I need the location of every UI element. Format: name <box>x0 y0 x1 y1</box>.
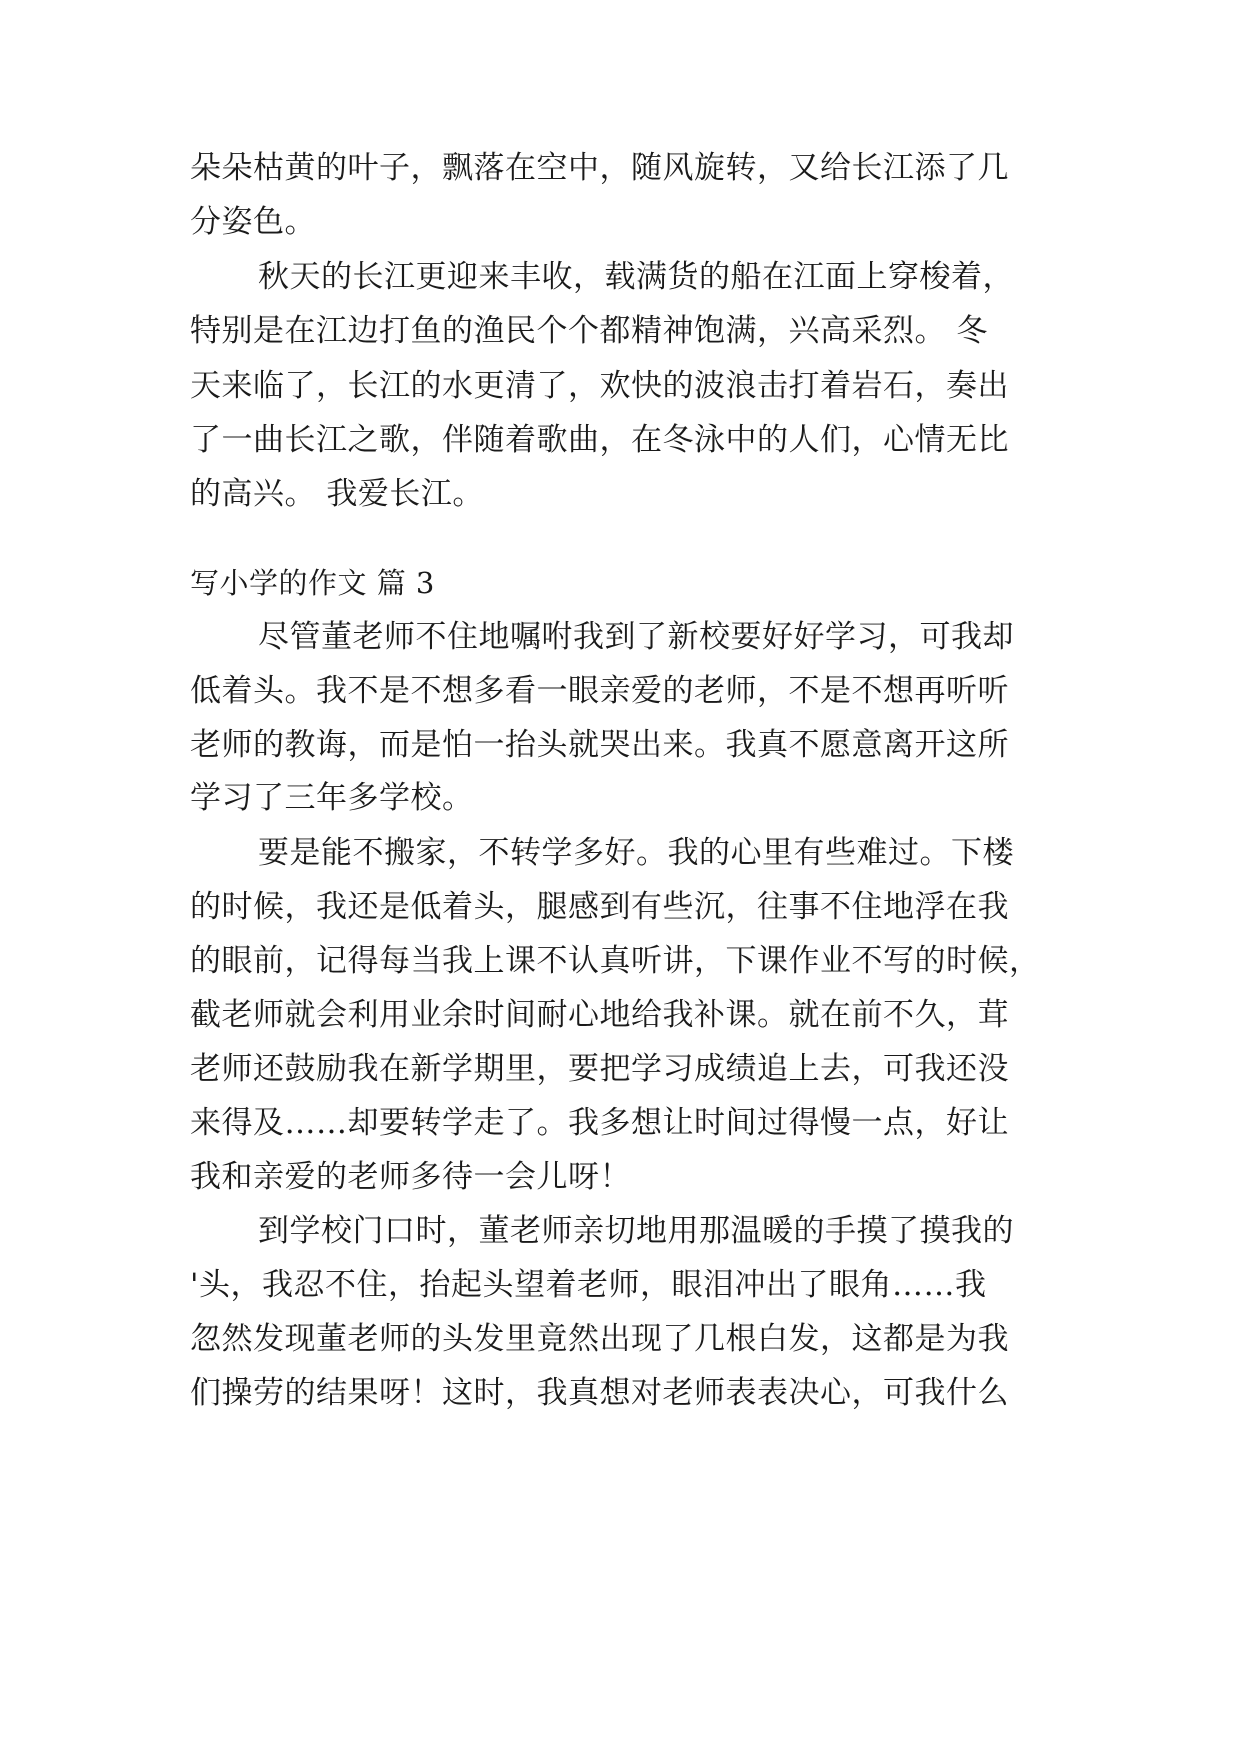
paragraph-start-line <box>68 257 1241 297</box>
line-text: 天来临了，长江的水更清了，欢快的波浪击打着岩石，奏出 <box>190 368 1009 404</box>
line-text: 忽然发现董老师的头发里竟然出现了几根白发，这都是为我 <box>190 1321 1009 1357</box>
text-line <box>0 671 1241 711</box>
text-line <box>0 474 1241 514</box>
text-line <box>0 1103 1241 1143</box>
line-text: 朵朵枯黄的叶子，飘落在空中，随风旋转，又给长江添了几 <box>190 150 1009 186</box>
text-line <box>0 778 1241 818</box>
text-line <box>0 202 1241 242</box>
paragraph-start-line <box>68 1211 1241 1251</box>
line-text: 分姿色。 <box>190 204 316 240</box>
line-text: 老师的教诲，而是怕一抬头就哭出来。我真不愿意离开这所 <box>190 727 1009 763</box>
text-line <box>0 887 1241 927</box>
text-line <box>0 1319 1241 1359</box>
text-line <box>0 311 1241 351</box>
line-text: 尽管董老师不住地嘱咐我到了新校要好好学习，可我却 <box>258 619 1014 655</box>
text-line <box>0 1373 1241 1413</box>
text-line <box>0 366 1241 406</box>
text-line <box>0 1049 1241 1089</box>
text-line <box>0 1265 1241 1305</box>
line-text: 到学校门口时，董老师亲切地用那温暖的手摸了摸我的 <box>258 1213 1014 1249</box>
line-text: 要是能不搬家，不转学多好。我的心里有些难过。下楼 <box>258 835 1014 871</box>
line-text: 的眼前，记得每当我上课不认真听讲，下课作业不写的时候， <box>190 943 1041 979</box>
paragraph-start-line <box>68 833 1241 873</box>
text-line <box>0 420 1241 460</box>
text-line <box>0 995 1241 1035</box>
section-heading <box>0 563 1241 603</box>
text-line <box>0 148 1241 188</box>
line-text: 秋天的长江更迎来丰收，载满货的船在江面上穿梭着， <box>258 259 1014 295</box>
text-line <box>0 1157 1241 1197</box>
line-text: 们操劳的结果呀！这时，我真想对老师表表决心，可我什么 <box>190 1375 1009 1411</box>
line-text: 来得及……却要转学走了。我多想让时间过得慢一点，好让 <box>190 1105 1009 1141</box>
line-text: 低着头。我不是不想多看一眼亲爱的老师，不是不想再听听 <box>190 673 1009 709</box>
paragraph-start-line <box>68 617 1241 657</box>
line-text: 了一曲长江之歌，伴随着歌曲，在冬泳中的人们，心情无比 <box>190 422 1009 458</box>
line-text: 的时候，我还是低着头，腿感到有些沉，往事不住地浮在我 <box>190 889 1009 925</box>
line-text: 截老师就会利用业余时间耐心地给我补课。就在前不久，茸 <box>190 997 1009 1033</box>
line-text: '头，我忍不住，抬起头望着老师，眼泪冲出了眼角……我 <box>190 1267 987 1303</box>
text-line <box>0 725 1241 765</box>
heading-text: 写小学的作文 篇 3 <box>190 566 435 600</box>
text-line <box>0 941 1241 981</box>
line-text: 的高兴。 我爱长江。 <box>190 476 484 512</box>
line-text: 我和亲爱的老师多待一会儿呀！ <box>190 1159 631 1195</box>
line-text: 学习了三年多学校。 <box>190 780 474 816</box>
line-text: 特别是在江边打鱼的渔民个个都精神饱满，兴高采烈。 冬 <box>190 313 988 349</box>
line-text: 老师还鼓励我在新学期里，要把学习成绩追上去，可我还没 <box>190 1051 1009 1087</box>
